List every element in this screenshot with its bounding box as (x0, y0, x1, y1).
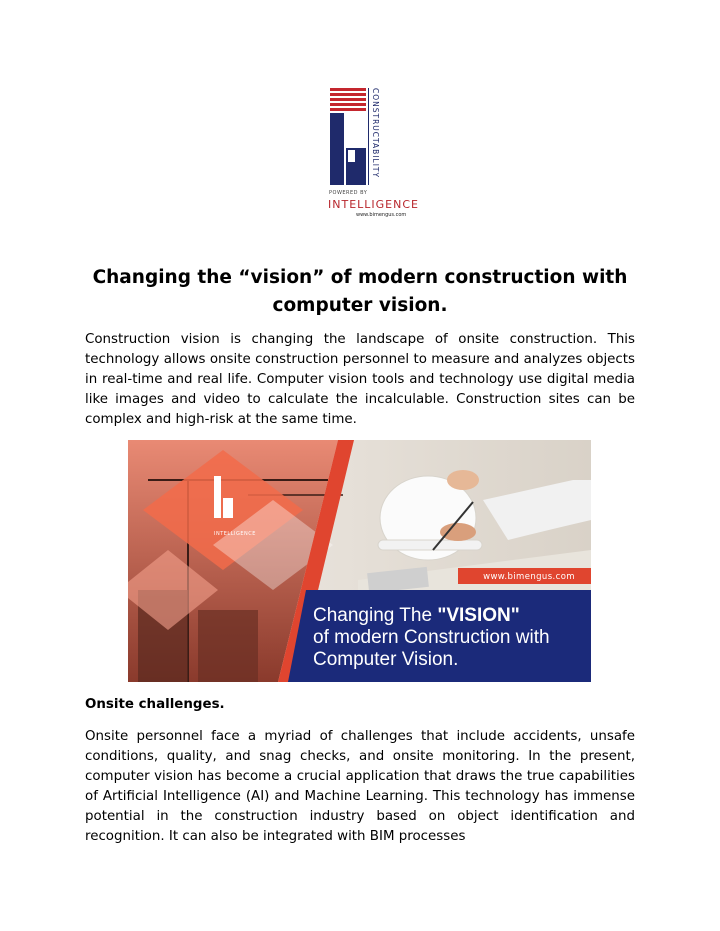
banner-line1-highlight: "VISION" (437, 605, 520, 626)
banner-line1-prefix: Changing The (313, 605, 438, 626)
banner-headline-line1 (313, 605, 520, 626)
logo-vertical-text (371, 88, 383, 188)
section-heading: Onsite challenges. (85, 697, 225, 712)
logo-powered-by: POWERED BY (329, 190, 368, 196)
banner-logo-text: INTELLIGENCE (214, 531, 256, 537)
document-title: Changing the “vision” of modern construction with computer vision. (92, 267, 628, 316)
banner-headline-line2: of modern Construction with (313, 627, 550, 648)
intro-paragraph: Construction vision is changing the landscape of onsite construction. This technology allows onsite construction personnel to measure and analyzes objects in real-time and real life. Computer vision tools and technology use digital media like images and video to calculate the incalculable. Construction sites can be complex and high-risk at the same time. (85, 332, 635, 427)
section-paragraph: Onsite personnel face a myriad of challenges that include accidents, unsafe conditions, quality, and snag checks, and onsite monitoring. In the present, computer vision has become a crucial application that draws the true capabilities of Artificial Intelligence (AI) and Machine Learning. This technology has immense potential in the construction industry based on object identification and recognition. It can also be integrated with BIM processes (85, 729, 635, 844)
logo-intelligence: INTELLIGENCE (328, 198, 419, 211)
article-banner-image (128, 440, 591, 682)
constructability-logo (318, 78, 419, 228)
banner-headline-line3: Computer Vision. (313, 649, 459, 670)
logo-brand-text: CONSTRUCTABILITY (371, 88, 380, 179)
logo-url: www.bimengus.com (356, 212, 407, 218)
banner-url: www.bimengus.com (483, 572, 575, 582)
